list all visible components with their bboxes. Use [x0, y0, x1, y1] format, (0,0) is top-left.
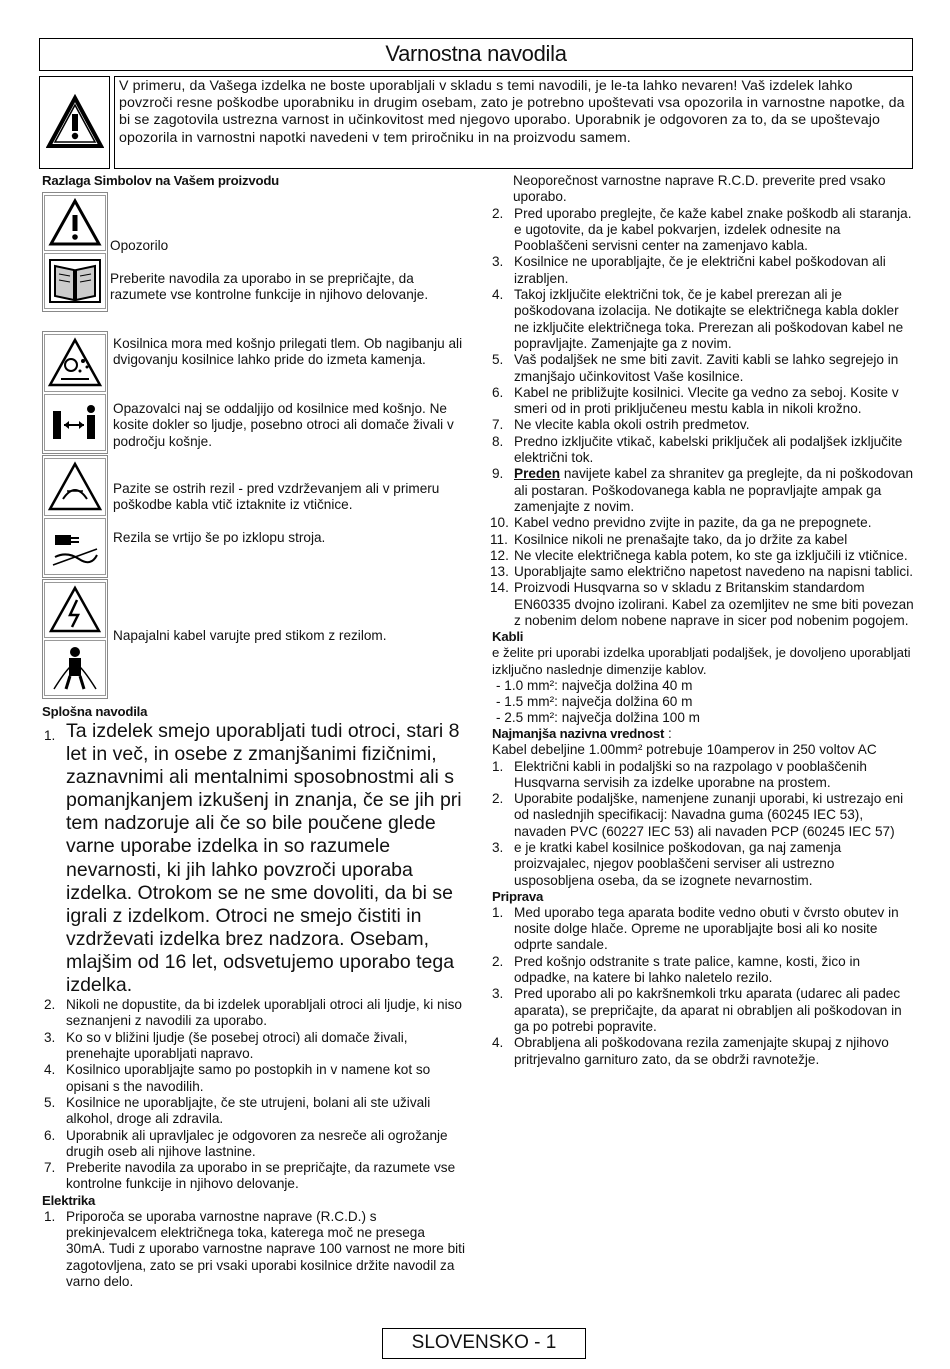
symbol-group-3: [42, 455, 108, 578]
symbol-group-2: [42, 331, 108, 454]
cable-size-2: - 1.5 mm²: največja dolžina 60 m: [496, 693, 693, 709]
prep-item-2: 2. Pred košnjo odstranite s trate palice, kamne, kosti, žico in odpadke, na katere bi lahko naletelo rezilo.: [492, 953, 861, 986]
general-item-3: 3. Ko so v bližini ljudje (še posebej otroci) ali domače živali, prenehajte uporabljati napravo.: [44, 1029, 408, 1062]
prep-item-3: 3. Pred uporabo ali po kakršnemkoli trku aparata (udarec ali padec aparata), se prepričajte, da aparat ni obrabljen ali poškodovan in ga po potrebi popravite.: [492, 986, 902, 1034]
prep-item-1: 1. Med uporabo tega aparata bodite vedno obuti v čvrsto obutev in nosite dolge hlače. Opreme ne uporabljajte bosi ali ko nosite odprte sandale.: [492, 904, 899, 953]
electric-heading: Elektrika: [42, 1192, 96, 1208]
electric-item-8: 8. Predno izključite vtikač, kabelski priključek ali podaljšek izključite električni tok.: [492, 433, 903, 466]
warning-symbol-icon: [44, 195, 106, 251]
electric-item-13: 13. Uporabljajte samo električno napetost navedeno na napisni tablici.: [490, 564, 913, 580]
symbol-bystanders-text: Opazovalci naj se oddaljijo od kosilnice med košnjo. Ne kosite dokler so ljudje, posebno otroci ali domače živali v področju košnje.: [113, 401, 454, 449]
general-item-6: 6. Uporabnik ali upravljalec je odgovoren za nesreče ali ogrožanje drugih oseb ali njihove lastnine.: [44, 1127, 448, 1159]
electric-hazard-icon: [44, 582, 106, 638]
electric-item-1-continued: Neoporečnost varnostne naprave R.C.D. preverite pred vsako uporabo.: [513, 173, 886, 205]
symbol-blades-text: Pazite se ostrih rezil - pred vzdrževanjem ali v primeru poškodbe kabla vtič iztaknite iz vtičnice.: [113, 481, 440, 513]
electric-list: [492, 206, 917, 630]
symbol-ground-text: Kosilnica mora med košnjo prilegati tlem. Ob nagibanju ali dvigovanju kosilnice lahko pride do izmeta kamenja.: [113, 336, 463, 368]
electric-item-4: 4. Takoj izključite električni tok, če je kabel prerezan ali je poškodovana izolacija. Ne dotikajte se električnega kabla dokler ne izključite električnega toka. Prerezan ali poškodovan kabel ne popravljajte. Zamenjajte ga z novim.: [492, 287, 904, 351]
electric-list-start: [44, 1209, 467, 1290]
symbol-blades-rotate-text: Rezila se vrtijo še po izklopu stroja.: [113, 530, 326, 545]
symbol-cable-text: Napajalni kabel varujte pred stikom z rezilom.: [113, 628, 387, 643]
right-column: [492, 173, 917, 1068]
electric-item-11: 11. Kosilnice nikoli ne prenašajte tako, da jo držite za kabel: [490, 531, 848, 547]
general-item-1: 1. Ta izdelek smejo uporabljati tudi otroci, stari 8 let in več, in osebe z zmanjšanimi fizičnimi, zaznavnimi ali mentalnimi sposobnostmi ali s pomanjkanjem izkušenj in znanja, če se jih pri tem nadzoruje ali če so bile poučene glede varne uporabe izdelka in so razumele nevarnosti, ki jih lahko povzroči uporaba izdelka. Otrokom se ne sme dovoliti, da bi se igrali z izdelkom. Otroci ne smejo čistiti in vzdrževati izdelka brez nadzora. Osebam, mlajšim od 16 let, odsvetujemo uporabo tega izdelka.: [44, 720, 462, 997]
cable-size-3: - 2.5 mm²: največja dolžina 100 m: [496, 709, 700, 725]
warning-intro-text: V primeru, da Vašega izdelka ne boste uporabljali v skladu s temi navodili, je le-ta lahko nevaren! Vaš izdelek lahko povzroči resne poškodbe uporabniku in drugim osebam, zato je potrebno upoštevati vsa opozorila in varnostne napotke, da bi se zagotovila ustrezna varnost in učinkovitost med njegovo uporabo. Uporabnik je odgovoren za to, da se upoštevajo opozorila in varnostni napotki navedeni v tem priročniku in na proizvodu samem.: [114, 76, 913, 169]
rating-text: Kabel debeljine 1.00mm² potrebuje 10amperov in 250 voltov AC: [492, 742, 877, 758]
cable-item-3: 3. e je kratki kabel kosilnice poškodovan, ga naj zamenja proizvajalec, njegov pooblaščeni serviser ali ustrezno usposobljena oseba, da se izognete nevarnostim.: [492, 839, 842, 888]
symbol-group-4: [42, 579, 108, 699]
electric-item-9: 9. Preden navijete kabel za shranitev ga preglejte, da ni poškodovan ali postaran. Poškodovanega kabla ne popravljajte ampak ga zamenjajte z novim.: [492, 466, 914, 514]
general-item-7: 7. Preberite navodila za uporabo in se prepričajte, da razumete vse kontrolne funkcije in njihovo delovanje.: [44, 1160, 456, 1192]
general-item-5: 5. Kosilnice ne uporabljajte, če ste utrujeni, bolani ali ste uživali alkohol, droge ali zdravila.: [44, 1094, 431, 1127]
electric-item-14: 14. Proizvodi Husqvarna so v skladu z Britanskim standardom EN60335 dvojno izolirani. Kabel za ozemljitev ne sme biti povezan z nobenim delom nobene naprave in sicer pod nobenim pogojem.: [490, 580, 914, 629]
cable-mower-icon: [44, 640, 106, 696]
page-footer: SLOVENSKO - 1: [382, 1328, 586, 1359]
electric-item-6: 6. Kabel ne približujte kosilnici. Vlecite ga vedno za seboj. Kosite v smeri od in proti priključeneu mestu kabla in nikoli krožno.: [492, 384, 899, 417]
symbol-manual-text: Preberite navodila za uporabo in se prepričajte, da razumete vse kontrolne funkcije in njihovo delovanje.: [110, 271, 429, 303]
general-item-4: 4. Kosilnico uporabljajte samo po postopkih in v namene kot so opisani s the navodilih.: [44, 1062, 431, 1094]
electric-item-1: 1. Priporoča se uporaba varnostne naprave (R.C.D.) s prekinjevalcem električnega toka, katerega moč ne presega 30mA. Tudi z uporabo varnostne naprave 100 varnost ne more biti zagotovljena, zato se pri vsaki uporabi kosilnice držite navodil za varno delo.: [44, 1208, 465, 1289]
symbol-warning-label: Opozorilo: [110, 238, 169, 253]
cable-intro: e želite pri uporabi izdelka uporabljati podaljšek, je dovoljeno uporabljati izključno naslednje dimenzije kablov.: [492, 645, 911, 677]
general-item-2: 2. Nikoli ne dopustite, da bi izdelek uporabljali otroci ali ljudje, ki niso seznanjeni z navodili za uporabo.: [44, 997, 462, 1029]
rating-heading: Najmanjša nazivna vrednost: [492, 725, 665, 741]
warning-icon: [39, 76, 110, 169]
electric-item-2: 2. Pred uporabo preglejte, če kaže kabel znake poškodb ali staranja. e ugotovite, da je kabel pokvarjen, izdelek odnesite na Pooblaščeni servisni center na zamenjavo kabla.: [492, 205, 912, 254]
electric-item-12: 12. Ne vlecite električnega kabla potem, ko ste ga izključili iz vtičnice.: [490, 547, 908, 563]
electric-item-5: 5. Vaš podaljšek ne sme biti zavit. Zaviti kabli se lahko segrejejo in zmanjšajo učinkovitost Vaše kosilnice.: [492, 352, 899, 384]
page-title: Varnostna navodila: [39, 38, 913, 71]
electric-item-10: 10. Kabel vedno previdno zvijte in pazite, da ga ne prepognete.: [490, 515, 872, 531]
prep-item-4: 4. Obrabljena ali poškodovana rezila zamenjajte skupaj z njihovo pritrjevalno garnituro zato, da se obdrži ravnotežje.: [492, 1035, 889, 1067]
electric-item-3: 3. Kosilnice ne uporabljajte, če je električni kabel poškodovan ali izrabljen.: [492, 254, 886, 286]
keep-distance-icon: [44, 394, 106, 451]
left-column: [42, 173, 467, 1290]
symbol-group-1: [42, 192, 108, 312]
prep-heading: Priprava: [492, 888, 544, 904]
manual-book-icon: [44, 253, 106, 309]
electric-item-7: 7. Ne vlecite kabla okoli ostrih predmetov.: [492, 417, 750, 433]
cable-item-1: 1. Električni kabli in podaljški so na razpolago v pooblaščenih Husqvarna servisih za izdelke uporabne na prostem.: [492, 758, 867, 790]
thrown-objects-icon: [44, 334, 106, 392]
sharp-blades-icon: [44, 458, 106, 516]
cable-size-1: - 1.0 mm²: največja dolžina 40 m: [496, 677, 693, 693]
cable-heading: Kabli: [492, 629, 524, 645]
symbols-heading: Razlaga Simbolov na Vašem proizvodu: [42, 173, 280, 188]
rating-colon: :: [664, 725, 672, 741]
cable-item-2: 2. Uporabite podaljške, namenjene zunanji uporabi, ki ustrezajo eni od naslednjih specifikacij: Navadna guma (60245 IEC 53), navaden PVC (60227 IEC 53) ali navaden PCP (60245 IEC 57): [492, 791, 904, 839]
symbols-section: [42, 189, 467, 699]
warning-panel: [39, 76, 913, 169]
unplug-icon: [44, 518, 106, 575]
rating-heading-line: [492, 726, 917, 742]
prep-list: [492, 905, 917, 1068]
general-heading: Splošna navodila: [42, 704, 148, 719]
cable-list: [492, 759, 917, 889]
general-list: [44, 720, 467, 1193]
